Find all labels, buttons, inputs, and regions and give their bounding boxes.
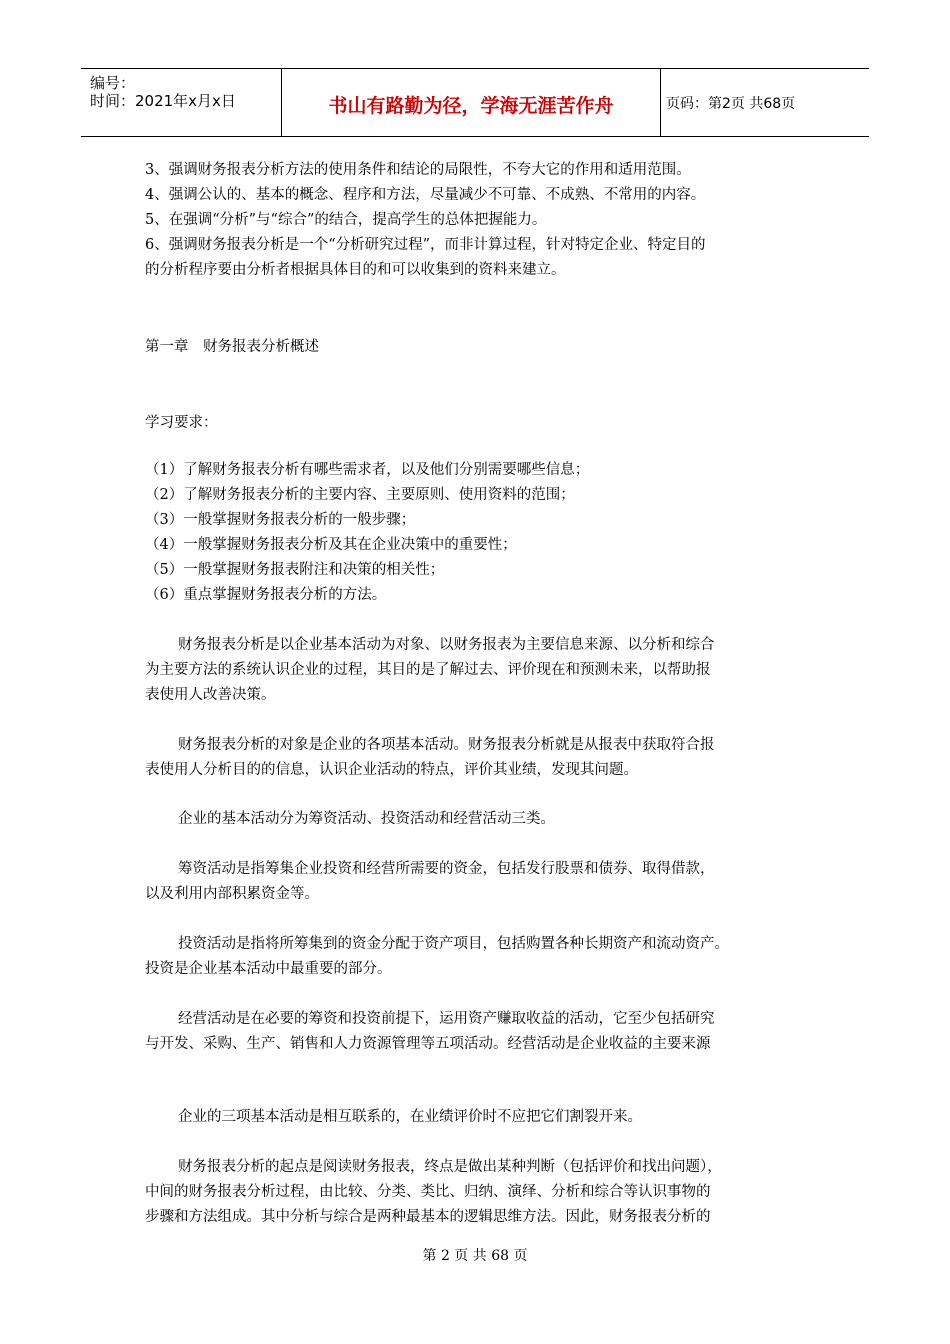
requirement-item: （2）了解财务报表分析的主要内容、主要原则、使用资料的范围； — [145, 487, 575, 503]
requirement-item: （5）一般掌握财务报表附注和决策的相关性； — [145, 562, 445, 578]
paragraph-line: 与开发、采购、生产、销售和人力资源管理等五项活动。经营活动是企业收益的主要来源 — [145, 1036, 711, 1052]
paragraph-line: 投资是企业基本活动中最重要的部分。 — [145, 961, 392, 977]
paragraph-line: 财务报表分析是以企业基本活动为对象、以财务报表为主要信息来源、以分析和综合 — [178, 637, 715, 653]
intro-item: 4、强调公认的、基本的概念、程序和方法，尽量减少不可靠、不成熟、不常用的内容。 — [145, 187, 706, 203]
header-motto: 书山有路勤为径，学海无涯苦作舟 — [328, 95, 614, 117]
paragraph-line: 中间的财务报表分析过程，由比较、分类、类比、归纳、演绎、分析和综合等认识事物的 — [145, 1184, 711, 1200]
paragraph-line: 财务报表分析的起点是阅读财务报表，终点是做出某种判断（包括评价和找出问题）， — [178, 1159, 722, 1175]
header-page-cell — [660, 69, 869, 136]
page-header — [81, 68, 869, 137]
paragraph-line: 为主要方法的系统认识企业的过程，其目的是了解过去、评价现在和预测未来，以帮助报 — [145, 662, 711, 678]
intro-item: 3、强调财务报表分析方法的使用条件和结论的局限性，不夸大它的作用和适用范围。 — [145, 162, 691, 178]
chapter-title: 第一章 财务报表分析概述 — [145, 339, 319, 355]
page-footer: 第 2 页 共 68 页 — [422, 1248, 528, 1264]
paragraph-line: 筹资活动是指筹集企业投资和经营所需要的资金，包括发行股票和债券、取得借款， — [178, 861, 715, 877]
paragraph-line: 企业的基本活动分为筹资活动、投资活动和经营活动三类。 — [178, 811, 555, 827]
requirement-item: （6）重点掌握财务报表分析的方法。 — [145, 587, 387, 603]
intro-item: 的分析程序要由分析者根据具体目的和可以收集到的资料来建立。 — [145, 262, 566, 278]
paragraph-line: 企业的三项基本活动是相互联系的，在业绩评价时不应把它们割裂开来。 — [178, 1109, 642, 1125]
requirement-item: （4）一般掌握财务报表分析及其在企业决策中的重要性； — [145, 537, 517, 553]
paragraph-line: 经营活动是在必要的筹资和投资前提下，运用资产赚取收益的活动，它至少包括研究 — [178, 1011, 715, 1027]
intro-item: 5、在强调“分析”与“综合”的结合，提高学生的总体把握能力。 — [145, 212, 547, 228]
paragraph-line: 表使用人改善决策。 — [145, 687, 276, 703]
header-motto-cell — [281, 69, 661, 136]
paragraph-line: 投资活动是指将所筹集到的资金分配于资产项目，包括购置各种长期资产和流动资产。 — [178, 936, 729, 952]
requirement-item: （3）一般掌握财务报表分析的一般步骤； — [145, 512, 416, 528]
requirements-title: 学习要求： — [145, 415, 218, 431]
document-number-label: 编号： — [90, 74, 136, 92]
paragraph-line: 以及利用内部积累资金等。 — [145, 886, 319, 902]
paragraph-line: 表使用人分析目的的信息，认识企业活动的特点，评价其业绩，发现其问题。 — [145, 762, 638, 778]
document-time-label: 时间：2021年x月x日 — [90, 92, 236, 110]
header-page-info: 页码：第2页 共68页 — [666, 96, 796, 112]
paragraph-line: 步骤和方法组成。其中分析与综合是两种最基本的逻辑思维方法。因此，财务报表分析的 — [145, 1209, 711, 1225]
intro-item: 6、强调财务报表分析是一个“分析研究过程”，而非计算过程，针对特定企业、特定目的 — [145, 237, 706, 253]
paragraph-line: 财务报表分析的对象是企业的各项基本活动。财务报表分析就是从报表中获取符合报 — [178, 737, 715, 753]
header-meta-cell — [81, 69, 281, 136]
requirement-item: （1）了解财务报表分析有哪些需求者，以及他们分别需要哪些信息； — [145, 462, 590, 478]
